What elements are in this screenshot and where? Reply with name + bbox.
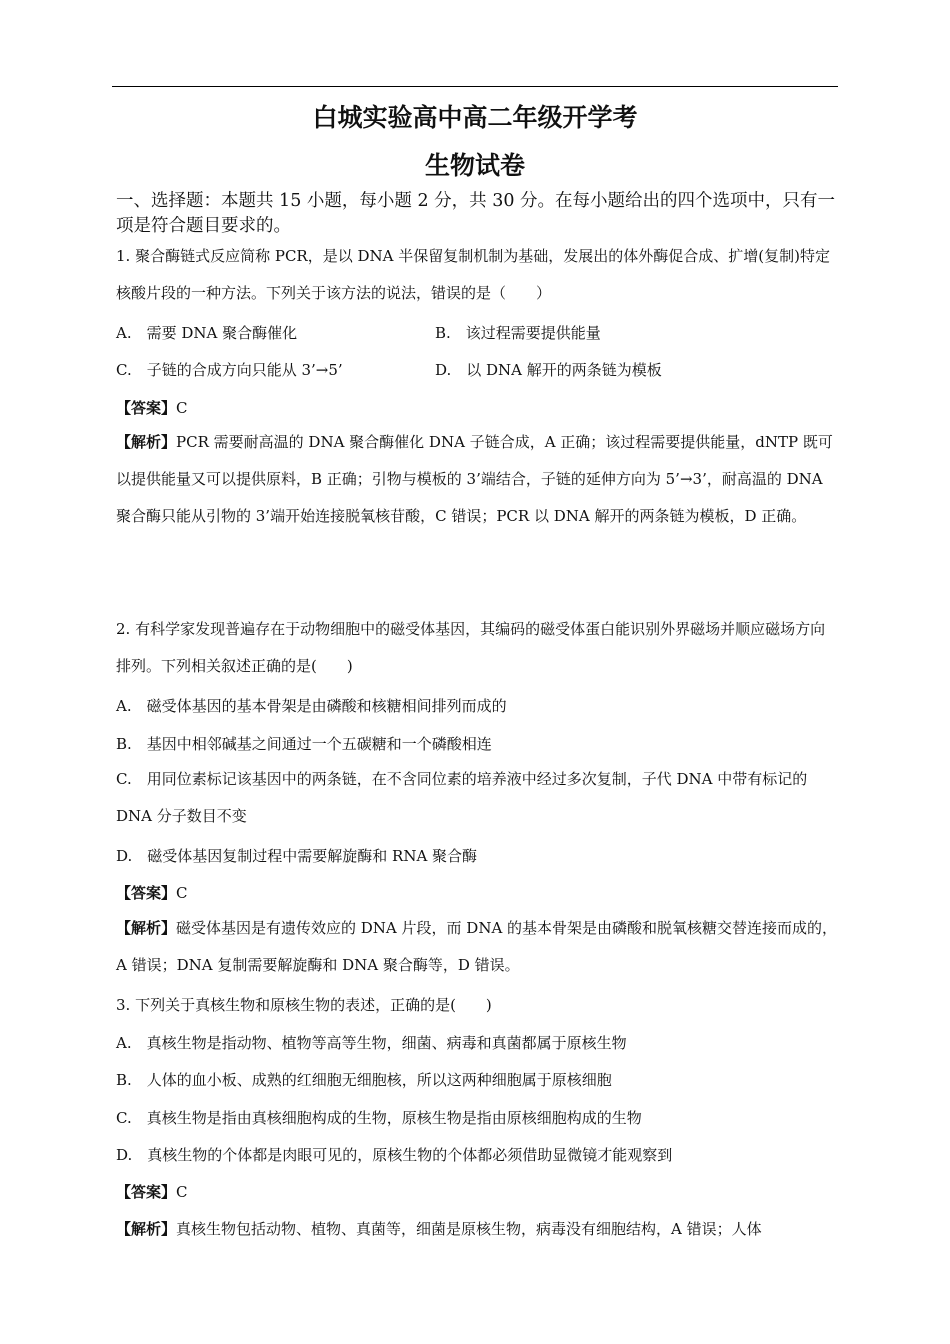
answer-label: 【答案】 xyxy=(116,884,177,902)
analysis-text: PCR 需要耐高温的 DNA 聚合酶催化 DNA 子链合成，A 正确；该过程需要提供能量，dNTP 既可以提供能量又可以提供原料，B 正确；引物与模板的 3’端结合，子链的延伸方向为 5’→3’，耐高温的 DNA 聚合酶只能从引物的 3’端开始连接脱氧核苷酸，C 错误；PCR 以 DNA 解开的两条链为模板，D 正确。 xyxy=(116,433,833,525)
question-3-answer xyxy=(116,1181,188,1202)
analysis-label: 【解析】 xyxy=(116,1220,177,1238)
question-1-option-c: C. 子链的合成方向只能从 3’→5’ xyxy=(116,361,343,379)
answer-label: 【答案】 xyxy=(116,399,177,417)
analysis-label: 【解析】 xyxy=(116,433,177,451)
answer-label: 【答案】 xyxy=(116,1183,177,1201)
question-2-answer xyxy=(116,882,188,903)
analysis-label: 【解析】 xyxy=(116,919,177,937)
exam-title: 白城实验高中高二年级开学考 xyxy=(312,103,638,132)
section-intro: 一、选择题：本题共 15 小题，每小题 2 分，共 30 分。在每小题给出的四个选项中，只有一项是符合题目要求的。 xyxy=(116,191,836,236)
question-1-stem: 1. 聚合酶链式反应简称 PCR，是以 DNA 半保留复制机制为基础，发展出的体外酶促合成、扩增(复制)特定核酸片段的一种方法。下列关于该方法的说法，错误的是（ ） xyxy=(116,247,830,302)
question-1-option-a: A. 需要 DNA 聚合酶催化 xyxy=(116,324,298,342)
question-3-option-a: A. 真核生物是指动物、植物等高等生物，细菌、病毒和真菌都属于原核生物 xyxy=(116,1034,627,1052)
question-1-analysis xyxy=(116,424,838,535)
exam-subtitle: 生物试卷 xyxy=(424,151,525,180)
answer-value: C xyxy=(176,884,188,902)
question-3-analysis xyxy=(116,1218,762,1239)
answer-value: C xyxy=(176,399,188,417)
question-1-answer xyxy=(116,397,188,418)
question-2-analysis xyxy=(116,910,838,984)
question-1-option-b: B. 该过程需要提供能量 xyxy=(435,324,601,342)
question-3-option-d: D. 真核生物的个体都是肉眼可见的，原核生物的个体都必须借助显微镜才能观察到 xyxy=(116,1146,673,1164)
question-3-stem: 3. 下列关于真核生物和原核生物的表述，正确的是( ) xyxy=(116,996,492,1014)
header-rule xyxy=(112,86,838,87)
question-3-option-c: C. 真核生物是指由真核细胞构成的生物，原核生物是指由原核细胞构成的生物 xyxy=(116,1109,642,1127)
question-2-option-b: B. 基因中相邻碱基之间通过一个五碳糖和一个磷酸相连 xyxy=(116,735,492,753)
question-2-stem: 2. 有科学家发现普遍存在于动物细胞中的磁受体基因，其编码的磁受体蛋白能识别外界磁场并顺应磁场方向排列。下列相关叙述正确的是( ) xyxy=(116,620,826,675)
question-2-option-d: D. 磁受体基因复制过程中需要解旋酶和 RNA 聚合酶 xyxy=(116,847,478,865)
analysis-text: 真核生物包括动物、植物、真菌等，细菌是原核生物，病毒没有细胞结构，A 错误；人体 xyxy=(176,1220,762,1238)
question-1-option-d: D. 以 DNA 解开的两条链为模板 xyxy=(435,361,662,379)
question-2-option-a: A. 磁受体基因的基本骨架是由磷酸和核糖相间排列而成的 xyxy=(116,697,507,715)
analysis-text: 磁受体基因是有遗传效应的 DNA 片段，而 DNA 的基本骨架是由磷酸和脱氧核糖交替连接而成的，A 错误；DNA 复制需要解旋酶和 DNA 聚合酶等，D 错误。 xyxy=(116,919,838,974)
question-2-option-c: C. 用同位素标记该基因中的两条链，在不含同位素的培养液中经过多次复制，子代 DNA 中带有标记的 DNA 分子数目不变 xyxy=(116,770,808,825)
answer-value: C xyxy=(176,1183,188,1201)
question-3-option-b: B. 人体的血小板、成熟的红细胞无细胞核，所以这两种细胞属于原核细胞 xyxy=(116,1071,612,1089)
